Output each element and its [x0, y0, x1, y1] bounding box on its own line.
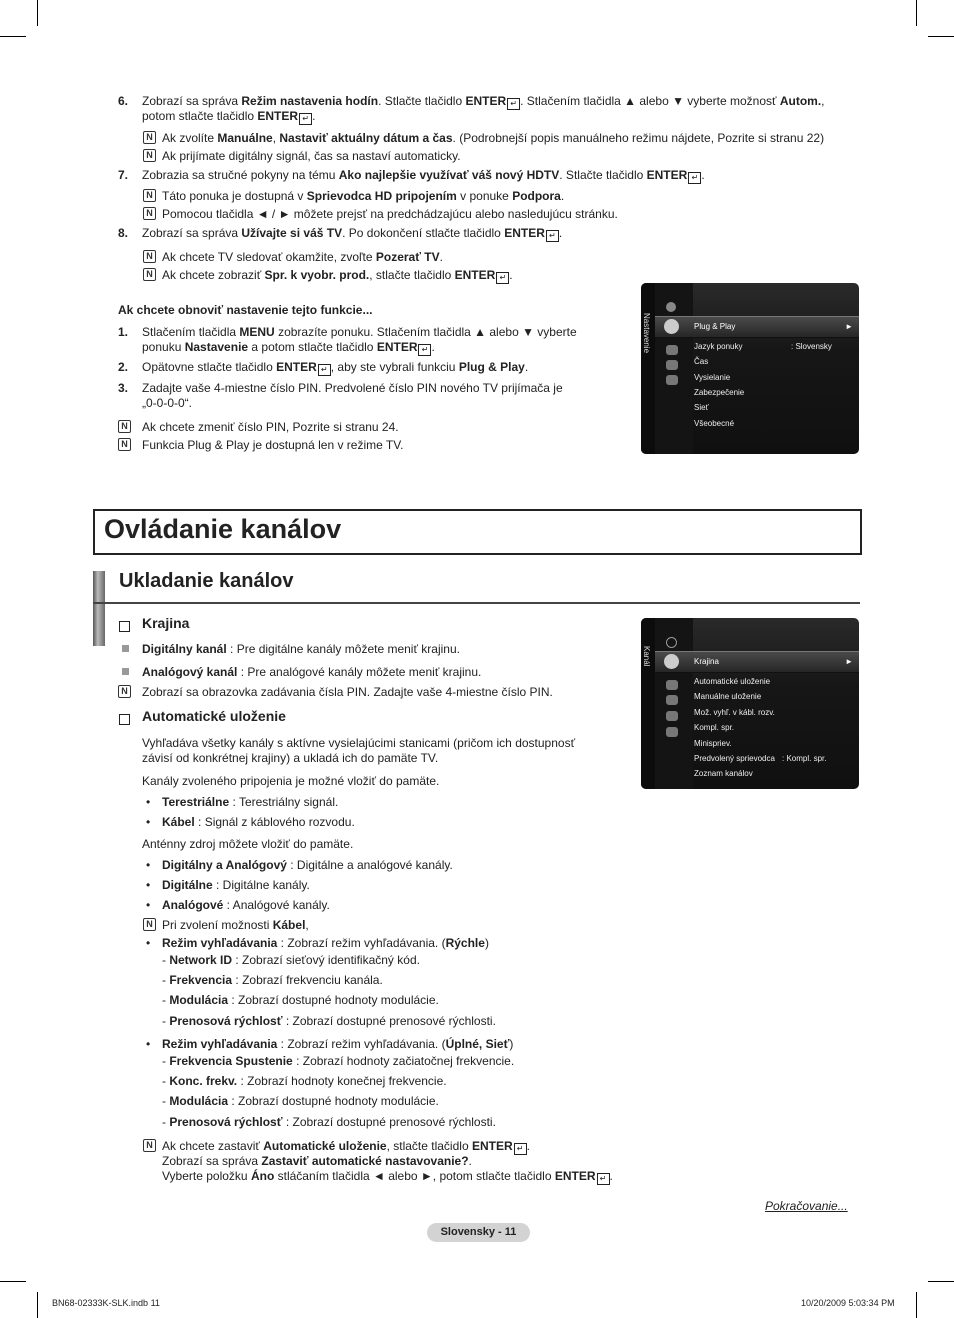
- arrow-right-icon: ►: [845, 322, 853, 331]
- tv-menu-setup: [641, 283, 859, 454]
- note-stop-line2: Zobrazí sa správa Zastaviť automatické nastavovanie?.: [162, 1154, 472, 1168]
- menu-item[interactable]: Predvolený sprievodca: [694, 754, 775, 763]
- step-number: 7.: [118, 168, 129, 182]
- crop-mark: [37, 0, 38, 26]
- note-icon: N: [143, 1139, 156, 1152]
- menu-selected-label: Plug & Play: [694, 322, 736, 331]
- menu-item[interactable]: Manuálne uloženie: [694, 692, 762, 701]
- menu-selected-label: Krajina: [694, 657, 719, 666]
- menu-selected-row[interactable]: [655, 316, 859, 338]
- bullet-digital: Digitálne : Digitálne kanály.: [162, 878, 310, 892]
- menu-item[interactable]: Zabezpečenie: [694, 388, 745, 397]
- step-7-text: Zobrazia sa stručné pokyny na tému Ako najlepšie využívať váš nový HDTV. Stlačte tlačidlo ENTER ↵ .: [142, 168, 705, 182]
- auto-para-2: Kanály zvoleného pripojenia je možné vložiť do pamäte.: [142, 774, 440, 788]
- bullet-dot: •: [146, 1037, 151, 1051]
- dash-item: - Modulácia : Zobrazí dostupné hodnoty modulácie.: [162, 1094, 439, 1108]
- note-text: Zobrazí sa obrazovka zadávania čísla PIN. Zadajte vaše 4-miestne číslo PIN.: [142, 685, 553, 699]
- menu-item-value: : Kompl. spr.: [782, 754, 827, 763]
- note-icon: N: [143, 268, 156, 281]
- footer-timestamp: 10/20/2009 5:03:34 PM: [801, 1298, 895, 1308]
- menu-item[interactable]: Sieť: [694, 403, 709, 412]
- bullet-dot: •: [146, 795, 151, 809]
- reset-step-3-line2: „0-0-0-0“.: [142, 396, 193, 410]
- application-icon: [666, 711, 678, 721]
- gear-icon: [664, 319, 679, 334]
- dash-item: - Network ID : Zobrazí sieťový identifikačný kód.: [162, 953, 420, 967]
- krajina-analog: Analógový kanál : Pre analógové kanály môžete meniť krajinu.: [142, 665, 482, 679]
- krajina-heading: Krajina: [142, 615, 190, 631]
- menu-item[interactable]: Minispriev.: [694, 739, 732, 748]
- note-text: Táto ponuka je dostupná v Sprievodca HD pripojením v ponuke Podpora.: [162, 189, 565, 203]
- note-text: Ak prijímate digitálny signál, čas sa nastaví automaticky.: [162, 149, 461, 163]
- crop-mark: [37, 1292, 38, 1318]
- note-stop-line3: Vyberte položku Áno stláčaním tlačidla ◄ alebo ►, potom stlačte tlačidlo ENTER ↵ .: [162, 1169, 613, 1183]
- bullet-square: [122, 645, 129, 652]
- auto-para-3: Anténny zdroj môžete vložiť do pamäte.: [142, 837, 354, 851]
- note-icon: N: [143, 207, 156, 220]
- subsection-title: Ukladanie kanálov: [119, 570, 294, 592]
- step-number: 3.: [118, 381, 129, 395]
- bullet-digital-analog: Digitálny a Analógový : Digitálne a analógové kanály.: [162, 858, 453, 872]
- menu-item[interactable]: Vysielanie: [694, 373, 731, 382]
- section-title: Ovládanie kanálov: [104, 514, 342, 544]
- note-icon: N: [118, 438, 131, 451]
- continued-label: Pokračovanie...: [765, 1199, 848, 1213]
- step-number: 8.: [118, 226, 129, 240]
- auto-para-1-line2: závisí od konkrétnej krajiny) a ukladá ich do pamäte TV.: [142, 751, 439, 765]
- note-icon: N: [143, 918, 156, 931]
- footer-file: BN68-02333K-SLK.indb 11: [52, 1298, 160, 1308]
- reset-step-3: Zadajte vaše 4-miestne číslo PIN. Predvolené číslo PIN nového TV prijímača je: [142, 381, 563, 395]
- note-text: Pri zvolení možnosti Kábel,: [162, 918, 309, 932]
- menu-selected-row[interactable]: [655, 651, 859, 673]
- auto-para-1: Vyhľadáva všetky kanály s aktívne vysielajúcimi stanicami (pričom ich dostupnosť: [142, 736, 576, 750]
- menu-item[interactable]: Automatické uloženie: [694, 677, 771, 686]
- dash-item: - Prenosová rýchlosť : Zobrazí dostupné prenosové rýchlosti.: [162, 1115, 496, 1129]
- menu-item[interactable]: Čas: [694, 357, 709, 366]
- subsection-bar: [93, 571, 105, 646]
- picture-icon: [666, 302, 676, 312]
- crop-mark: [928, 36, 954, 37]
- crop-mark: [0, 1281, 26, 1282]
- note-icon: N: [143, 189, 156, 202]
- crop-mark: [916, 1292, 917, 1318]
- picture-icon: [666, 637, 677, 648]
- note-text: Ak zvolíte Manuálne, Nastaviť aktuálny dátum a čas. (Podrobnejší popis manuálneho režimu nájdete, Pozrite si stranu 22): [162, 131, 825, 145]
- dash-item: - Modulácia : Zobrazí dostupné hodnoty modulácie.: [162, 993, 439, 1007]
- note-icon: N: [143, 250, 156, 263]
- setup-icon: [666, 680, 678, 690]
- menu-side-strip: [641, 283, 655, 454]
- menu-item[interactable]: Všeobecné: [694, 419, 735, 428]
- menu-item[interactable]: Mož. vyhľ. v kábl. rozv.: [694, 708, 775, 717]
- crop-mark: [928, 1281, 954, 1282]
- note-text: Ak chcete zobraziť Spr. k vyobr. prod., stlačte tlačidlo ENTER ↵ .: [162, 268, 513, 282]
- bullet-dot: •: [146, 858, 151, 872]
- step-number: 1.: [118, 325, 129, 339]
- satellite-icon: [664, 654, 679, 669]
- note-text: Ak chcete zmeniť číslo PIN, Pozrite si stranu 24.: [142, 420, 399, 434]
- menu-side-label: Kanál: [642, 646, 651, 667]
- step-8-text: Zobrazí sa správa Užívajte si váš TV. Po dokončení stlačte tlačidlo ENTER ↵ .: [142, 226, 563, 240]
- step-6-text-line2: potom stlačte tlačidlo ENTER ↵ .: [142, 109, 316, 123]
- support-icon: [666, 727, 678, 737]
- reset-heading: Ak chcete obnoviť nastavenie tejto funkcie...: [118, 303, 373, 317]
- bullet-dot: •: [146, 936, 151, 950]
- auto-heading: Automatické uloženie: [142, 708, 286, 724]
- bullet-dot: •: [146, 815, 151, 829]
- page-number-badge: Slovensky - 11: [427, 1223, 530, 1242]
- bullet-dot: •: [146, 898, 151, 912]
- input-icon: [666, 345, 678, 355]
- krajina-digital: Digitálny kanál : Pre digitálne kanály môžete meniť krajinu.: [142, 642, 460, 656]
- reset-step-2: Opätovne stlačte tlačidlo ENTER ↵ , aby ste vybrali funkciu Plug & Play.: [142, 360, 529, 374]
- step-number: 2.: [118, 360, 129, 374]
- tv-menu-channel: [641, 618, 859, 789]
- menu-item[interactable]: Jazyk ponuky: [694, 342, 743, 351]
- crop-mark: [916, 0, 917, 26]
- subsection-rule: [93, 602, 860, 604]
- section-checkbox-icon: [119, 714, 130, 725]
- menu-item[interactable]: Kompl. spr.: [694, 723, 735, 732]
- note-text: Ak chcete TV sledovať okamžite, zvoľte Pozerať TV.: [162, 250, 443, 264]
- note-text: Pomocou tlačidla ◄ / ► môžete prejsť na predchádzajúcu alebo nasledujúcu stránku.: [162, 207, 618, 221]
- menu-item[interactable]: Zoznam kanálov: [694, 769, 753, 778]
- crop-mark: [0, 36, 26, 37]
- bullet-square: [122, 668, 129, 675]
- dash-item: - Prenosová rýchlosť : Zobrazí dostupné prenosové rýchlosti.: [162, 1014, 496, 1028]
- dash-item: - Frekvencia : Zobrazí frekvenciu kanála.: [162, 973, 383, 987]
- note-text: Funkcia Plug & Play je dostupná len v režime TV.: [142, 438, 404, 452]
- note-icon: N: [143, 149, 156, 162]
- section-checkbox-icon: [119, 621, 130, 632]
- bullet-search-mode-full: Režim vyhľadávania : Zobrazí režim vyhľadávania. (Úplné, Sieť): [162, 1037, 514, 1051]
- bullet-analog: Analógové : Analógové kanály.: [162, 898, 330, 912]
- dash-item: - Frekvencia Spustenie : Zobrazí hodnoty začiatočnej frekvencie.: [162, 1054, 515, 1068]
- support-icon: [666, 375, 678, 385]
- application-icon: [666, 360, 678, 370]
- dash-item: - Konc. frekv. : Zobrazí hodnoty konečnej frekvencie.: [162, 1074, 447, 1088]
- menu-side-label: Nastavenie: [642, 313, 651, 354]
- note-icon: N: [118, 420, 131, 433]
- reset-step-1-line2: ponuku Nastavenie a potom stlačte tlačidlo ENTER ↵ .: [142, 340, 435, 354]
- input-icon: [666, 695, 678, 705]
- step-number: 6.: [118, 94, 129, 108]
- bullet-cable: Kábel : Signál z káblového rozvodu.: [162, 815, 355, 829]
- bullet-search-mode-quick: Režim vyhľadávania : Zobrazí režim vyhľadávania. (Rýchle): [162, 936, 489, 950]
- note-icon: N: [118, 685, 131, 698]
- reset-step-1: Stlačením tlačidla MENU zobrazíte ponuku. Stlačením tlačidla ▲ alebo ▼ vyberte: [142, 325, 577, 339]
- bullet-dot: •: [146, 878, 151, 892]
- arrow-right-icon: ►: [845, 657, 853, 666]
- menu-item-value: : Slovensky: [791, 342, 832, 351]
- bullet-terrestrial: Terestriálne : Terestriálny signál.: [162, 795, 339, 809]
- step-6-text: Zobrazí sa správa Režim nastavenia hodín. Stlačte tlačidlo ENTER ↵ . Stlačením tlačidla ▲ alebo ▼ vyberte možnosť Autom.,: [142, 94, 825, 108]
- menu-side-strip: [641, 618, 655, 789]
- note-stop: Ak chcete zastaviť Automatické uloženie, stlačte tlačidlo ENTER ↵ .: [162, 1139, 530, 1153]
- note-icon: N: [143, 131, 156, 144]
